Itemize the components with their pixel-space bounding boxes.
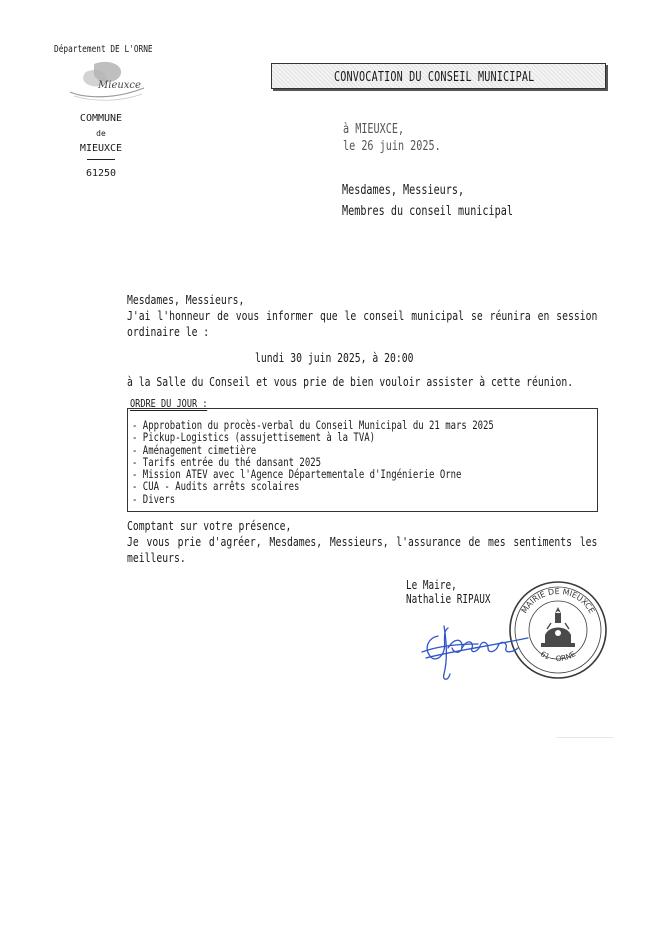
svg-text:MAIRIE DE MIEUXCE: MAIRIE DE MIEUXCE (519, 586, 597, 615)
signer-role: Le Maire, (406, 578, 457, 592)
document-title: CONVOCATION DU CONSEIL MUNICIPAL (334, 70, 535, 85)
closing-line-1: Comptant sur votre présence, (127, 518, 292, 533)
department-label: Département DE L'ORNE (54, 44, 153, 55)
commune-name: MIEUXCE (79, 143, 123, 154)
meeting-datetime: lundi 30 juin 2025, à 20:00 (255, 350, 414, 365)
agenda-item: - CUA - Audits arrêts scolaires (132, 479, 300, 494)
commune-logo (64, 58, 150, 104)
agenda-item: - Divers (132, 491, 176, 506)
commune-block (66, 111, 136, 181)
svg-text:61 - ORNE: 61 - ORNE (538, 649, 578, 664)
signer (406, 578, 491, 606)
recipients-line-1: Mesdames, Messieurs, (342, 183, 465, 198)
commune-of: de (96, 129, 106, 138)
agenda-list (132, 419, 494, 505)
closing (127, 518, 597, 566)
agenda-item: - Approbation du procès-verbal du Conseil Municipal du 21 mars 2025 (132, 418, 494, 432)
agenda-item: - Mission ATEV avec l'Agence Départementale d'Ingénierie Orne (132, 467, 462, 482)
signer-name: Nathalie RIPAUX (406, 592, 491, 606)
agenda-item: - Pickup-Logistics (assujettisement à la TVA) (132, 430, 376, 445)
svg-text:Mieuxce: Mieuxce (98, 80, 141, 91)
scan-artifact-line (556, 737, 614, 738)
stamp-emblem-icon (541, 607, 575, 647)
place-line: à MIEUXCE, (343, 122, 405, 137)
venue-paragraph: à la Salle du Conseil et vous prie de bien vouloir assister à cette réunion. (127, 374, 574, 389)
signature-icon (418, 608, 538, 688)
letter-body (127, 292, 598, 389)
date-line: le 26 juin 2025. (343, 139, 441, 154)
postal-code: 61250 (85, 168, 117, 179)
agenda-item: - Tarifs entrée du thé dansant 2025 (132, 454, 322, 469)
intro-paragraph: J'ai l'honneur de vous informer que le conseil municipal se réunira en session ordinaire le : (127, 308, 598, 339)
place-date (343, 121, 441, 155)
salutation: Mesdames, Messieurs, (127, 292, 245, 307)
agenda-item: - Aménagement cimetière (132, 442, 257, 457)
commune-divider (87, 159, 115, 160)
agenda-box (127, 408, 598, 512)
closing-line-2: Je vous prie d'agréer, Mesdames, Messieurs, l'assurance de mes sentiments les meilleurs. (127, 534, 598, 565)
recipients-line-2: Membres du conseil municipal (342, 204, 513, 219)
title-box (271, 63, 606, 89)
agenda-label: ORDRE DU JOUR : (130, 397, 208, 410)
recipients (342, 180, 513, 222)
commune-label: COMMUNE (79, 113, 123, 124)
